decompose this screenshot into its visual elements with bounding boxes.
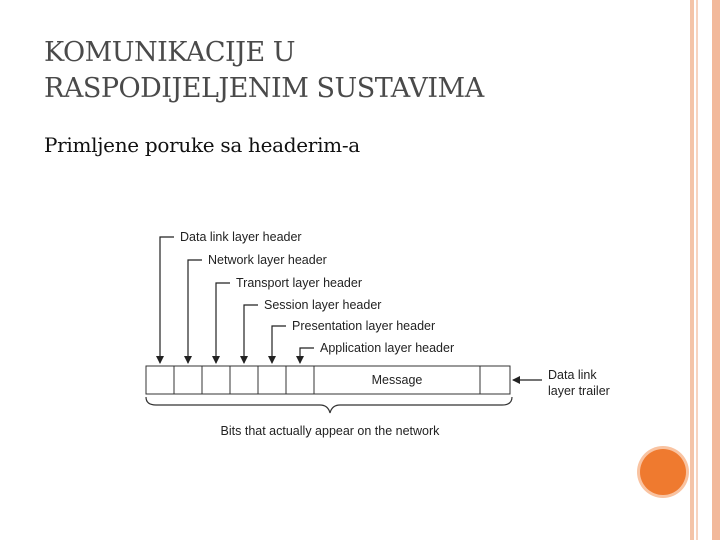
field-session-header — [230, 366, 258, 394]
label-network-header: Network layer header — [208, 253, 327, 267]
title-line-1: KOMUNIKACIJE U — [44, 37, 296, 68]
trailer-label-line-1: Data link — [548, 368, 597, 382]
label-data-link-header: Data link layer header — [180, 230, 302, 244]
field-network-header — [174, 366, 202, 394]
leader-presentation — [272, 326, 286, 363]
message-label: Message — [371, 373, 423, 387]
decorative-band — [690, 0, 694, 540]
brace-caption: Bits that actually appear on the network — [220, 424, 440, 438]
leader-transport — [216, 283, 230, 363]
leader-data-link — [160, 237, 174, 363]
title-line-2: RASPODIJELJENIM SUSTAVIMA — [44, 73, 484, 104]
slide-subtitle: Primljene poruke sa headerim-a — [44, 133, 360, 157]
leader-session — [244, 305, 258, 363]
label-presentation-header: Presentation layer header — [292, 319, 436, 333]
slide-title — [44, 35, 604, 107]
trailer-label-line-2: layer trailer — [548, 384, 610, 398]
accent-circle — [640, 449, 686, 495]
leader-network — [188, 260, 202, 363]
field-data-link-trailer — [480, 366, 510, 394]
decorative-band — [712, 0, 720, 540]
decorative-band — [696, 0, 698, 540]
label-session-header: Session layer header — [264, 298, 382, 312]
field-transport-header — [202, 366, 230, 394]
field-presentation-header — [258, 366, 286, 394]
field-data-link-header — [146, 366, 174, 394]
label-transport-header: Transport layer header — [236, 276, 362, 290]
packet-bar — [146, 366, 510, 394]
layer-headers-diagram — [130, 215, 630, 445]
network-bits-brace — [146, 397, 512, 413]
label-application-header: Application layer header — [320, 341, 455, 355]
field-application-header — [286, 366, 314, 394]
leader-application — [300, 348, 314, 363]
